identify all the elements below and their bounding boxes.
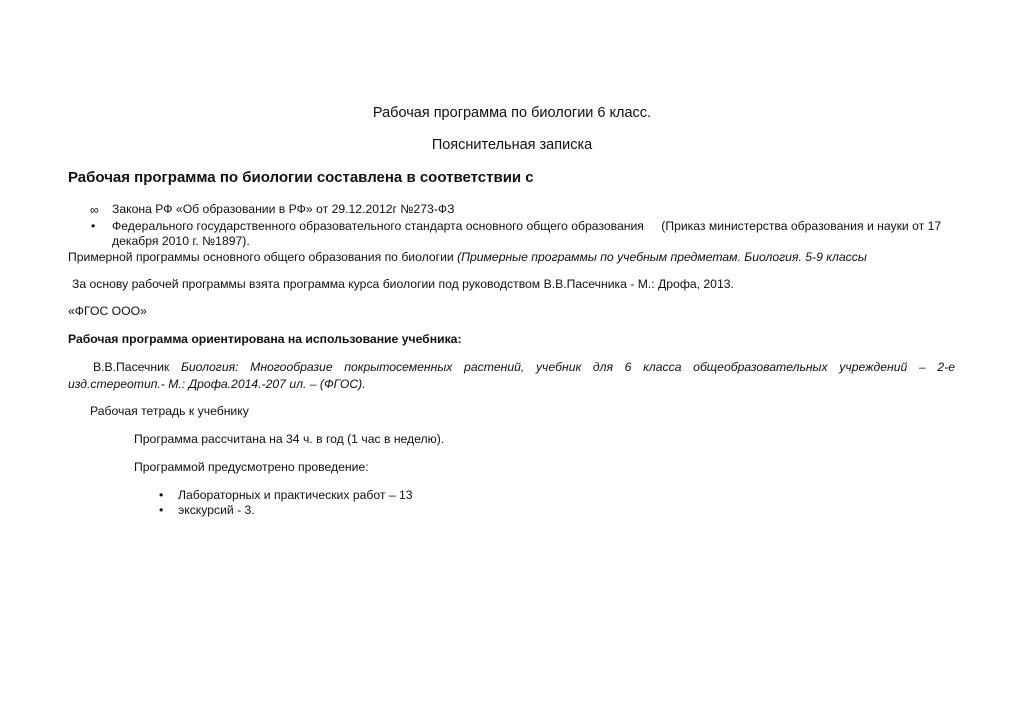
planned-line: Программой предусмотрено проведение: — [134, 460, 369, 474]
basis-paragraph: За основу рабочей программы взята программа курса биологии под руководством В.В.Пасечника - М.: Дрофа, 2013. — [72, 277, 734, 291]
list-item-law: Закона РФ «Об образовании в РФ» от 29.12.2012г №273-ФЗ — [112, 202, 455, 216]
textbook-line2: изд.стереотип.- М.: Дрофа.2014.-207 ил. – (ФГОС). — [68, 377, 366, 391]
list-item-lab-works: Лабораторных и практических работ – 13 — [178, 488, 413, 502]
list-item-standard-line2: декабря 2010 г. №1897). — [112, 234, 250, 248]
bullet-icon: • — [159, 488, 164, 502]
section-heading: Рабочая программа по биологии составлена в соответствии с — [68, 169, 534, 186]
standard-order: (Приказ министерства образования и науки от 17 — [661, 219, 942, 233]
sample-program-text: Примерной программы основного общего образования по биологии — [68, 250, 458, 264]
infinity-bullet-icon: ∞ — [90, 203, 99, 217]
textbook-title: Биология: Многообразие покрытосеменных растений, учебник для 6 класса общеобразовательных учреждений – 2-е — [180, 360, 955, 374]
fgos-label: «ФГОС ООО» — [68, 304, 147, 318]
sample-program — [68, 250, 867, 265]
standard-name: Федерального государственного образовательного стандарта основного общего образования — [112, 219, 644, 233]
list-item-excursions: экскурсий - 3. — [178, 503, 255, 517]
sample-program-reference: (Примерные программы по учебным предметам. Биология. 5-9 классы — [457, 250, 867, 264]
workbook-line: Рабочая тетрадь к учебнику — [90, 404, 249, 418]
list-item-standard-line1 — [112, 219, 941, 234]
bullet-icon: • — [91, 219, 96, 233]
bullet-icon: • — [159, 503, 164, 517]
hours-line: Программа рассчитана на 34 ч. в год (1 час в неделю). — [134, 432, 445, 446]
document-title: Рабочая программа по биологии 6 класс. — [372, 105, 652, 121]
document-subtitle: Пояснительная записка — [431, 137, 593, 153]
textbook-heading: Рабочая программа ориентирована на использование учебника: — [68, 332, 462, 346]
textbook-line1 — [93, 360, 955, 375]
textbook-author: В.В.Пасечник — [93, 360, 181, 374]
